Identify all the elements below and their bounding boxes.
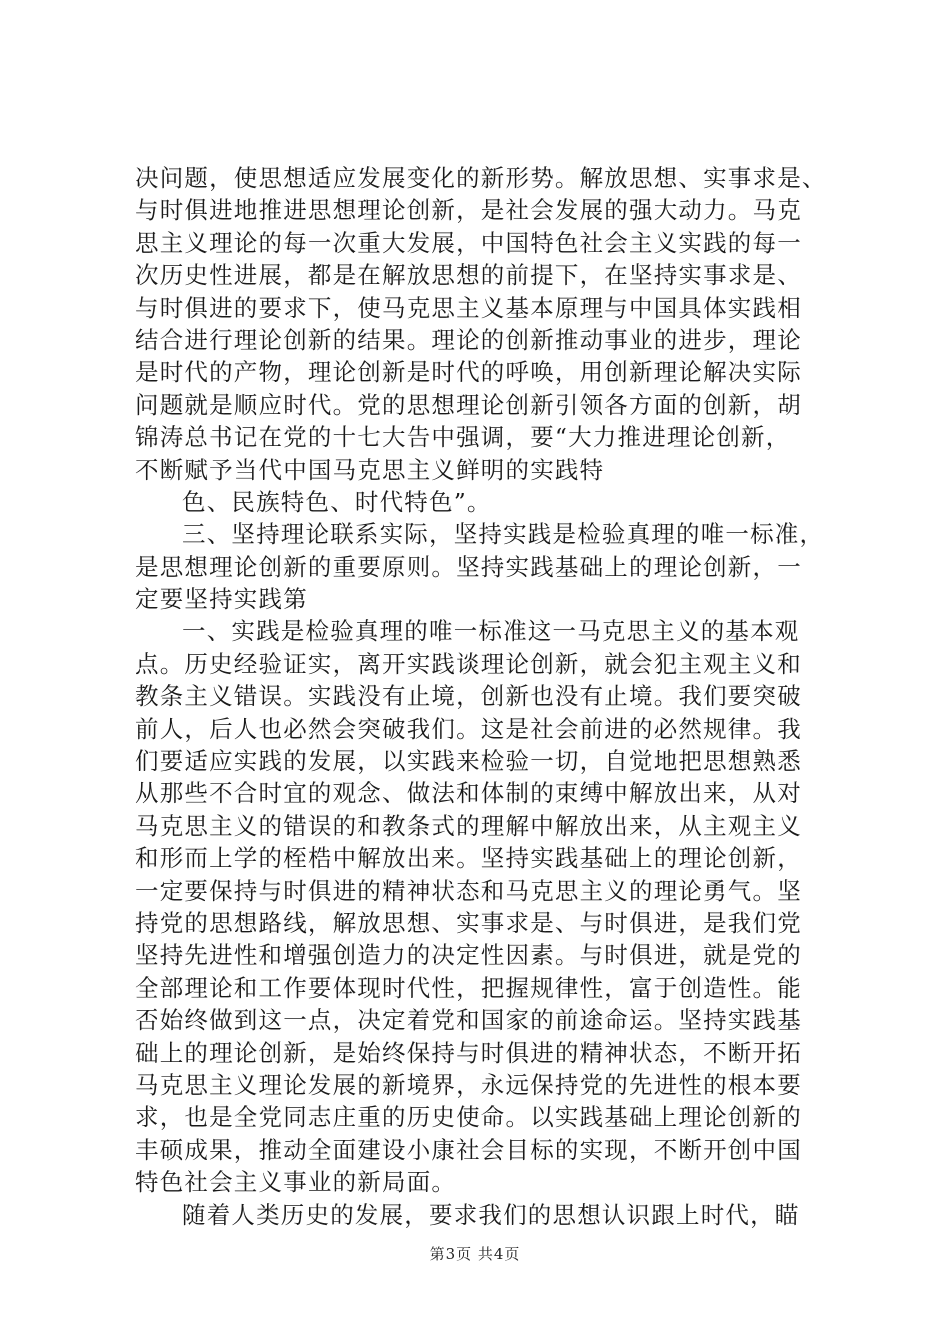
text-line: 问题就是顺应时代。党的思想理论创新引领各方面的创新，胡 [135, 390, 802, 419]
text-line: 前人，后人也必然会突破我们。这是社会前进的必然规律。我 [135, 714, 802, 743]
text-line: 持党的思想路线，解放思想、实事求是、与时俱进，是我们党 [135, 908, 802, 937]
text-line: 点。历史经验证实，离开实践谈理论创新，就会犯主观主义和 [135, 649, 802, 678]
text-line: 随着人类历史的发展，要求我们的思想认识跟上时代，瞄 [182, 1200, 800, 1229]
text-line: 是思想理论创新的重要原则。坚持实践基础上的理论创新，一 [135, 552, 802, 581]
text-line: 和形而上学的桎梏中解放出来。坚持实践基础上的理论创新， [135, 844, 802, 873]
text-line: 与时俱进地推进思想理论创新，是社会发展的强大动力。马克 [135, 196, 802, 225]
text-line: 决问题，使思想适应发展变化的新形势。解放思想、实事求是、 [135, 164, 827, 192]
text-line: 结合进行理论创新的结果。理论的创新推动事业的进步，理论 [135, 325, 802, 354]
text-line: 础上的理论创新，是始终保持与时俱进的精神状态，不断开拓 [135, 1038, 802, 1067]
text-line: 锦涛总书记在党的十七大告中强调，要“大力推进理论创新， [135, 423, 791, 452]
text-line: 思主义理论的每一次重大发展，中国特色社会主义实践的每一 [135, 228, 802, 257]
text-line: 坚持先进性和增强创造力的决定性因素。与时俱进，就是党的 [135, 941, 802, 970]
text-line: 特色社会主义事业的新局面。 [135, 1168, 457, 1197]
text-line: 们要适应实践的发展，以实践来检验一切，自觉地把思想熟悉 [135, 747, 802, 776]
text-line: 马克思主义理论发展的新境界，永远保持党的先进性的根本要 [135, 1070, 802, 1099]
text-line: 否始终做到这一点，决定着党和国家的前途命运。坚持实践基 [135, 1006, 802, 1035]
text-line: 定要坚持实践第 [135, 585, 308, 614]
text-line: 求，也是全党同志庄重的历史使命。以实践基础上理论创新的 [135, 1103, 802, 1132]
text-line: 教条主义错误。实践没有止境，创新也没有止境。我们要突破 [135, 682, 802, 711]
text-line: 一定要保持与时俱进的精神状态和马克思主义的理论勇气。坚 [135, 876, 802, 905]
text-line: 次历史性进展，都是在解放思想的前提下，在坚持实事求是、 [135, 261, 802, 290]
page-footer: 第3页 共4页 [429, 1245, 521, 1263]
text-line: 不断赋予当代中国马克思主义鲜明的实践特 [135, 455, 605, 484]
body-text [135, 162, 835, 1231]
text-line: 三、坚持理论联系实际，坚持实践是检验真理的唯一标准， [182, 520, 825, 549]
text-line: 是时代的产物，理论创新是时代的呼唤，用创新理论解决实际 [135, 358, 802, 387]
text-line: 一、实践是检验真理的唯一标准这一马克思主义的基本观 [182, 617, 800, 646]
text-line: 丰硕成果，推动全面建设小康社会目标的实现，不断开创中国 [135, 1135, 802, 1164]
text-line: 全部理论和工作要体现时代性，把握规律性，富于创造性。能 [135, 973, 802, 1002]
text-line: 马克思主义的错误的和教条式的理解中解放出来，从主观主义 [135, 811, 802, 840]
text-line: 与时俱进的要求下，使马克思主义基本原理与中国具体实践相 [135, 293, 802, 322]
text-line: 色、民族特色、时代特色”。 [182, 487, 492, 516]
text-line: 从那些不合时宜的观念、做法和体制的束缚中解放出来，从对 [135, 779, 802, 808]
